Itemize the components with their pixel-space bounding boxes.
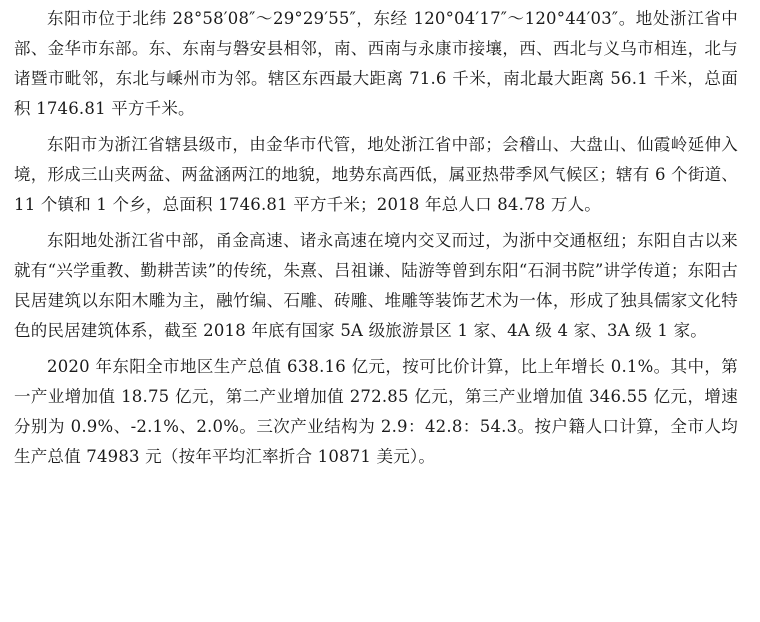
paragraph-economy: 2020 年东阳全市地区生产总值 638.16 亿元，按可比价计算，比上年增长 0.1%。其中，第一产业增加值 18.75 亿元，第二产业增加值 272.85 亿元，第三产业增加值 346.55 亿元，增速分别为 0.9%、-2.1%、2.0%。三次产业结构为 2.9：42.8：54.3。按户籍人口计算，全市人均生产总值 74983 元（按年平均汇率折合 10871 美元）。 [14, 357, 738, 466]
paragraph-location: 东阳市位于北纬 28°58′08″～29°29′55″，东经 120°04′17″～120°44′03″。地处浙江省中部、金华市东部。东、东南与磐安县相邻，南、西南与永康市接壤，西、西北与义乌市相连，北与诸暨市毗邻，东北与嵊州市为邻。辖区东西最大距离 71.6 千米，南北最大距离 56.1 千米，总面积 1746.81 平方千米。 [14, 9, 738, 118]
paragraph-administration: 东阳市为浙江省辖县级市，由金华市代管，地处浙江省中部；会稽山、大盘山、仙霞岭延伸入境，形成三山夹两盆、两盆涵两江的地貌，地势东高西低，属亚热带季风气候区；辖有 6 个街道、11 个镇和 1 个乡，总面积 1746.81 平方千米；2018 年总人口 84.78 万人。 [14, 135, 738, 214]
paragraph-culture-transport: 东阳地处浙江省中部，甬金高速、诸永高速在境内交叉而过，为浙中交通枢纽；东阳自古以来就有“兴学重教、勤耕苦读”的传统，朱熹、吕祖谦、陆游等曾到东阳“石洞书院”讲学传道；东阳古民居建筑以东阳木雕为主，融竹编、石雕、砖雕、堆雕等装饰艺术为一体，形成了独具儒家文化特色的民居建筑体系，截至 2018 年底有国家 5A 级旅游景区 1 家、4A 级 4 家、3A 级 1 家。 [14, 231, 738, 340]
